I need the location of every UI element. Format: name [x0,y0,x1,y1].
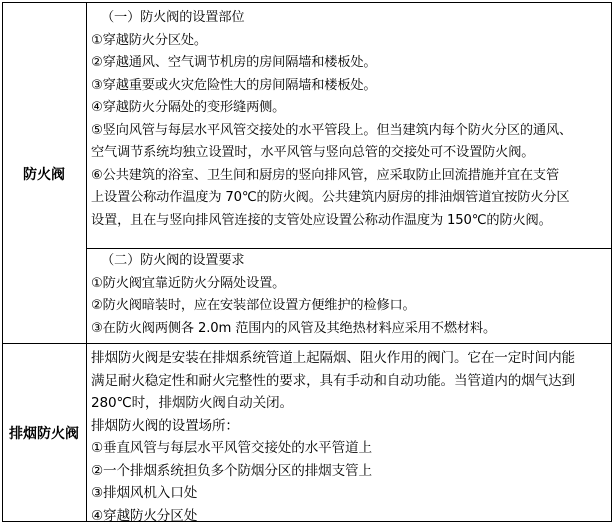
list-item: ②一个排烟系统担负多个防烟分区的排烟支管上 [91,460,605,483]
list-item: ⑥公共建筑的浴室、卫生间和厨房的竖向排风管，应采取防止回流措施并宜在支管 [91,165,605,188]
paragraph-line: 满足耐火稳定性和耐火完整性的要求，具有手动和自动功能。当管道内的烟气达到 [91,370,605,393]
list-item: ④穿越防火分区处 [91,505,605,527]
list-heading: 排烟防火阀的设置场所： [91,415,605,438]
fire-damper-table [2,2,612,522]
list-item: ③排烟风机入口处 [91,482,605,505]
row-label-fire-damper: 防火阀 [3,3,85,345]
list-item: ④穿越防火分隔处的变形缝两侧。 [91,97,605,120]
list-item: ③在防火阀两侧各 2.0m 范围内的风管及其绝热材料应采用不燃材料。 [91,318,605,341]
list-item: ①垂直风管与每层水平风管交接处的水平管道上 [91,437,605,460]
table-row-fire-damper [3,3,611,345]
list-item-continued: 设置，且在与竖向排风管连接的支管处应设置公称动作温度为 150℃的防火阀。 [91,210,605,233]
row-label-smoke-exhaust-damper: 排烟防火阀 [3,344,85,521]
table-row-smoke-exhaust-damper [3,344,611,521]
list-item: ⑤竖向风管与每层水平风管交接处的水平管段上。但当建筑内每个防火分区的通风、 [91,120,605,143]
list-item-continued: 空气调节系统均独立设置时，水平风管与竖向总管的交接处可不设置防火阀。 [91,142,605,165]
list-item-continued: 上设置公称动作温度为 70℃的防火阀。公共建筑内厨房的排油烟管道宜按防火分区 [91,187,605,210]
section-divider [86,248,611,249]
section-setting-requirements [91,250,605,340]
list-item: ②防火阀暗装时，应在安装部位设置方便维护的检修口。 [91,295,605,318]
section-heading: （一）防火阀的设置部位 [91,7,605,30]
smoke-damper-description [91,347,605,527]
list-item: ①防火阀宜靠近防火分隔处设置。 [91,273,605,296]
section-heading: （二）防火阀的设置要求 [91,250,605,273]
list-item: ②穿越通风、空气调节机房的房间隔墙和楼板处。 [91,52,605,75]
paragraph-line: 排烟防火阀是安装在排烟系统管道上起隔烟、阻火作用的阀门。它在一定时间内能 [91,347,605,370]
section-setting-locations [91,7,605,232]
list-item: ①穿越防火分区处。 [91,30,605,53]
list-item: ③穿越重要或火灾危险性大的房间隔墙和楼板处。 [91,75,605,98]
paragraph-line: 280℃时，排烟防火阀自动关闭。 [91,392,605,415]
